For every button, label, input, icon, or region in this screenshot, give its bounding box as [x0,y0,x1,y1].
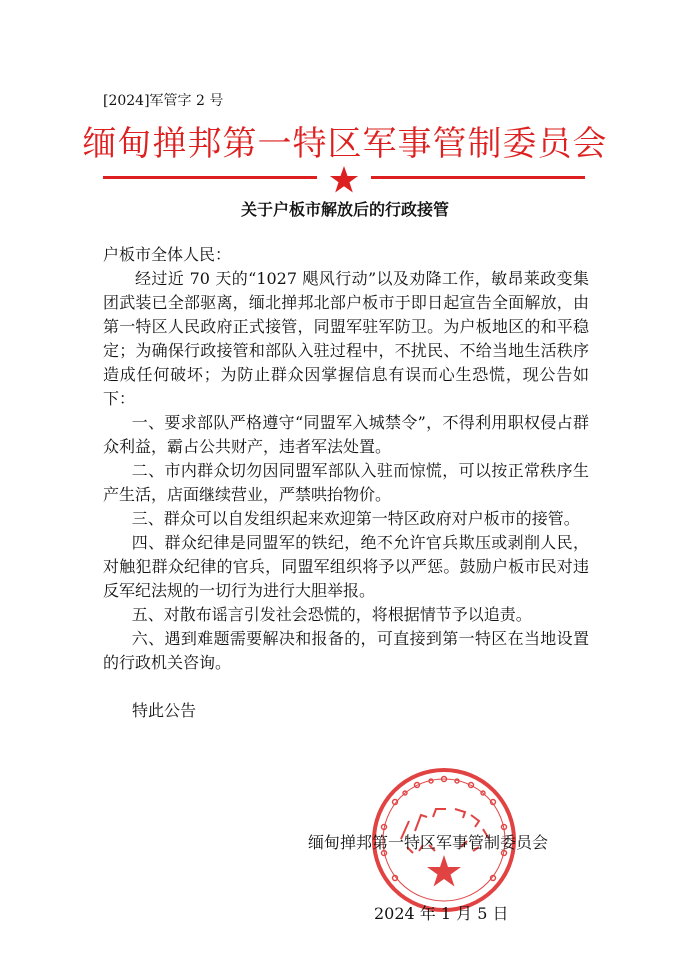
header-rule-line-right [371,176,585,179]
salutation: 户板市全体人民： [103,245,232,264]
red-star-icon [330,166,358,193]
document-number: [2024]军管字 2 号 [103,93,224,109]
signature-organization: 缅甸掸邦第一特区军事管制委员会 [308,833,549,852]
paragraph-intro: 经过近 70 天的“1027 飓风行动”以及劝降工作，敏昂莱政变集团武装已全部驱离，缅北掸邦北部户板市于即日起宣告全面解放，由第一特区人民政府正式接管，同盟军驻军防卫。为户板地区的和平稳定；为确保行政接管和部队入驻过程中，不扰民、不给当地生活秩序造成任何破坏；为防止群众因掌握信息有误而心生恐慌，现公告如下： [103,269,589,408]
paragraph-item-3: 三、群众可以自发组织起来欢迎第一特区政府对户板市的接管。 [131,509,580,528]
closing-phrase: 特此公告 [132,701,197,720]
paragraph-item-5: 五、对散布谣言引发社会恐慌的，将根据情节予以追责。 [131,605,532,624]
header-rule-line-left [103,176,317,179]
issuer-header: 缅甸掸邦第一特区军事管制委员会 [82,124,608,164]
paragraph-item-2: 二、市内群众切勿因同盟军部队入驻而惊慌，可以按正常秩序生产生活，店面继续营业，严禁哄抬物价。 [103,461,589,504]
paragraph-item-6: 六、遇到难题需要解决和报备的，可直接到第一特区在当地设置的行政机关咨询。 [103,629,589,672]
notice-body [103,243,589,675]
paragraph-item-1: 一、要求部队严格遵守“同盟军入城禁令”，不得利用职权侵占群众利益，霸占公共财产，违者军法处置。 [103,413,589,456]
paragraph-item-4: 四、群众纪律是同盟军的铁纪，绝不允许官兵欺压或剥削人民，对触犯群众纪律的官兵，同盟军组织将予以严惩。鼓励户板市民对违反军纪法规的一切行为进行大胆举报。 [103,533,589,600]
seal-star-icon [427,855,461,887]
signature-date: 2024 年 1 月 5 日 [374,904,509,923]
notice-title: 关于户板市解放后的行政接管 [240,200,449,219]
header-rule [103,166,585,194]
